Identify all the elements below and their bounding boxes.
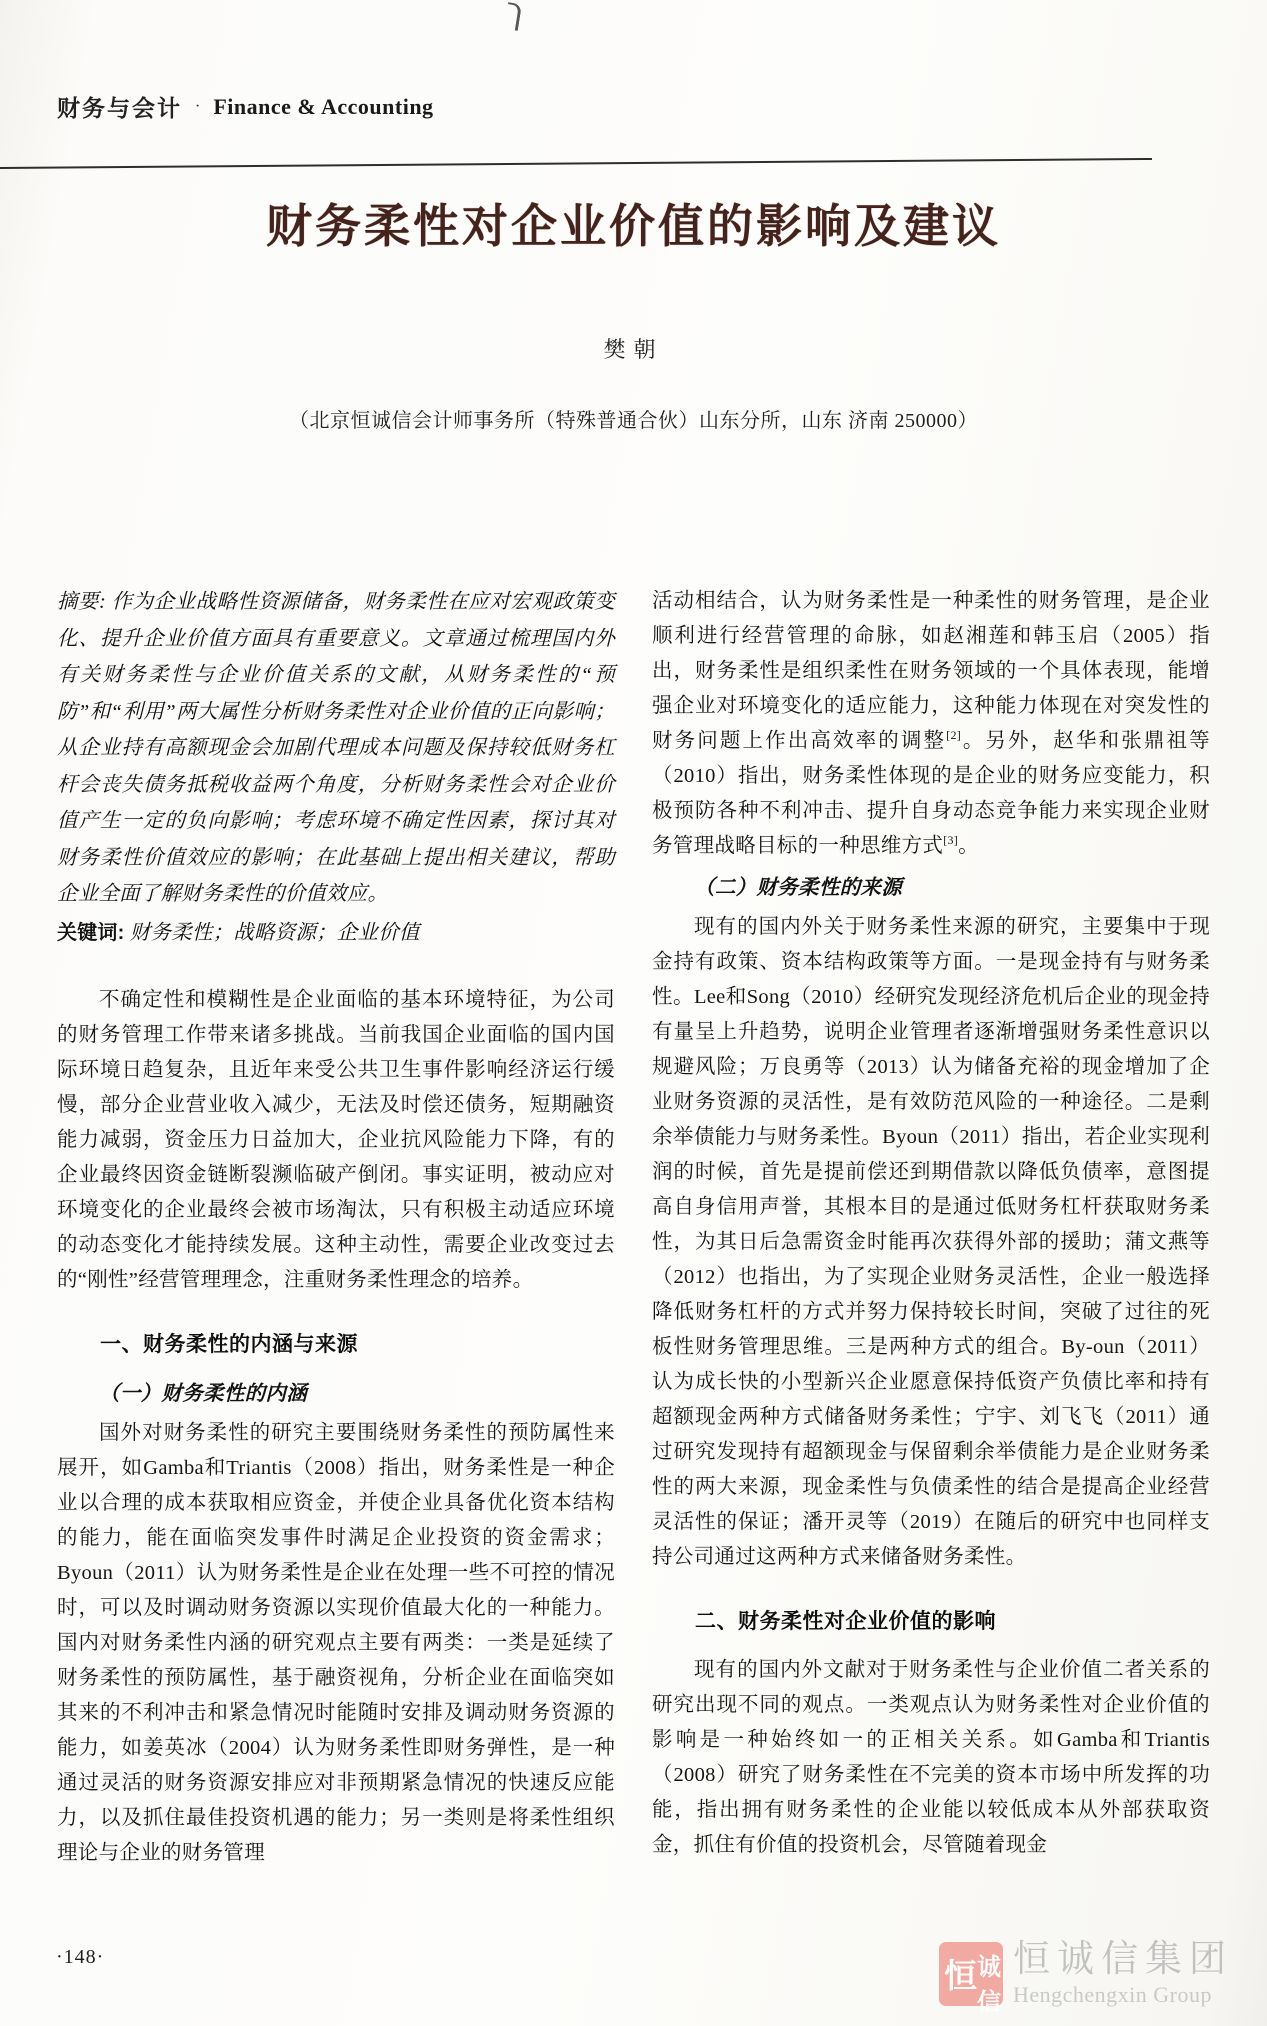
seal-char-xin: 信 <box>977 1988 1001 2016</box>
abstract-text: 作为企业战略性资源储备，财务柔性在应对宏观政策变化、提升企业价值方面具有重要意义。文章通过梳理国内外有关财务柔性与企业价值关系的文献，从财务柔性的“预防”和“利用”两大属性分析财务柔性对企业价值的正向影响；从企业持有高额现金会加剧代理成本问题及保持较低财务杠杆会丧失债务抵税收益两个角度，分析财务柔性会对企业价值产生一定的负向影响；考虑环境不确定性因素，探讨其对财务柔性价值效应的影响；在此基础上提出相关建议，帮助企业全面了解财务柔性的价值效应。 <box>57 591 615 905</box>
article-body <box>57 584 1210 1932</box>
paragraph-text: 。 <box>958 835 979 857</box>
citation-ref-3: [3] <box>943 833 959 848</box>
article-affiliation: （北京恒诚信会计师事务所（特殊普通合伙）山东分所，山东 济南 250000） <box>289 410 978 432</box>
right-column <box>652 584 1210 1932</box>
body-paragraph: 现有的国内外关于财务柔性来源的研究，主要集中于现金持有政策、资本结构政策等方面。一是现金持有与财务柔性。Lee和Song（2010）经研究发现经济危机后企业的现金持有量呈上升趋势，说明企业管理者逐渐增强财务柔性意识以规避风险；万良勇等（2013）认为储备充裕的现金增加了企业财务资源的灵活性，是有效防范风险的一种途径。二是剩余举债能力与财务柔性。Byoun（2011）指出，若企业实现利润的时候，首先是提前偿还到期借款以降低负债率，意图提高自身信用声誉，其根本目的是通过低财务杠杆获取财务柔性，为其日后急需资金时能再次获得外部的援助；蒲文燕等（2012）也指出，为了实现企业财务灵活性，企业一般选择降低财务杠杆的方式并努力保持较长时间，突破了过往的死板性财务管理思维。三是两种方式的组合。By-oun（2011）认为成长快的小型新兴企业愿意保持低资产负债比率和持有超额现金两种方式储备财务柔性；宁宇、刘飞飞（2011）通过研究发现持有超额现金与保留剩余举债能力是企业财务柔性的两大来源，现金柔性与负债柔性的结合是提高企业经营灵活性的保证；潘开灵等（2019）在随后的研究中也同样支持公司通过这两种方式来储备财务柔性。 <box>652 916 1210 1568</box>
article-title: 财务柔性对企业价值的影响及建议 <box>266 201 1001 252</box>
scan-artifact-mark <box>504 2 522 31</box>
article-author: 樊朝 <box>603 337 664 362</box>
journal-header <box>57 90 434 123</box>
paragraph-text: 活动相结合，认为财务柔性是一种柔性的财务管理，是企业顺利进行经营管理的命脉，如赵湘莲和韩玉启（2005）指出，财务柔性是组织柔性在财务领域的一个具体表现，能增强企业对环境变化的适应能力，这种能力体现在对突发性的财务问题上作出高效率的调整 <box>652 590 1210 752</box>
subsection-heading-1-2: （二）财务柔性的来源 <box>694 877 903 899</box>
separator-dot-icon: · <box>195 97 201 115</box>
continued-paragraph <box>652 584 1210 864</box>
body-paragraph: 现有的国内外文献对于财务柔性与企业价值二者关系的研究出现不同的观点。一类观点认为财务柔性对企业价值的影响是一种始终如一的正相关关系。如Gamba和Triantis（2008）研究了财务柔性在不完美的资本市场中所发挥的功能，指出拥有财务柔性的企业能以较低成本从外部获取资金，抓住有价值的投资机会，尽管随着现金 <box>652 1659 1210 1856</box>
keywords-text: 财务柔性；战略资源；企业价值 <box>129 921 420 944</box>
section-heading-2: 二、财务柔性对企业价值的影响 <box>695 1610 997 1633</box>
seal-char-heng: 恒 <box>944 1957 977 1995</box>
keywords-line <box>57 915 615 952</box>
logo-text-block <box>1013 1940 1233 2008</box>
section-heading-1: 一、财务柔性的内涵与来源 <box>100 1333 359 1356</box>
body-paragraph: 国外对财务柔性的研究主要围绕财务柔性的预防属性来展开，如Gamba和Triantis（2008）指出，财务柔性是一种企业以合理的成本获取相应资金，并使企业具备优化资本结构的能力，能在面临突发事件时满足企业投资的资金需求；Byoun（2011）认为财务柔性是企业在处理一些不可控的情况时，可以及时调动财务资源以实现价值最大化的一种能力。国内对财务柔性内涵的研究观点主要有两类：一类是延续了财务柔性的预防属性，基于融资视角，分析企业在面临突如其来的不利冲击和紧急情况时能随时安排及调动财务资源的能力，如姜英冰（2004）认为财务柔性即财务弹性，是一种通过灵活的财务资源安排应对非预期紧急情况的快速反应能力，以及抓住最佳投资机遇的能力；另一类则是将柔性组织理论与企业的财务管理 <box>57 1422 615 1864</box>
paragraph-text: 。另外，赵华和张鼎祖等（2010）指出，财务柔性体现的是企业的财务应变能力，积极预防各种不利冲击、提升自身动态竞争能力来实现企业财务管理战略目标的一种思维方式 <box>652 730 1210 857</box>
logo-text-en: Hengchengxin Group <box>1013 1981 1213 2007</box>
hengchengxin-seal-icon <box>939 1942 1003 2016</box>
seal-right-column <box>977 1947 1001 2016</box>
journal-section-en: Finance & Accounting <box>213 93 434 119</box>
abstract-label: 摘要: <box>57 591 106 613</box>
left-column <box>57 584 615 1932</box>
page-number: ·148· <box>56 1946 105 1968</box>
subsection-heading-1-1: （一）财务柔性的内涵 <box>99 1383 308 1405</box>
abstract-paragraph <box>57 584 615 913</box>
logo-text-cn: 恒诚信集团 <box>1013 1939 1233 1980</box>
publisher-watermark <box>939 1939 1233 2016</box>
keywords-label: 关键词: <box>57 921 125 944</box>
intro-paragraph: 不确定性和模糊性是企业面临的基本环境特征，为公司的财务管理工作带来诸多挑战。当前我国企业面临的国内国际环境日趋复杂，且近年来受公共卫生事件影响经济运行缓慢，部分企业营业收入减少，无法及时偿还债务，短期融资能力减弱，资金压力日益加大，企业抗风险能力下降，有的企业最终因资金链断裂濒临破产倒闭。事实证明，被动应对环境变化的企业最终会被市场淘汰，只有积极主动适应环境的动态变化才能持续发展。这种主动性，需要企业改变过去的“刚性”经营管理理念，注重财务柔性理念的培养。 <box>57 989 615 1291</box>
citation-ref-2: [2] <box>946 728 962 743</box>
header-divider <box>0 158 1152 169</box>
seal-char-cheng: 诚 <box>977 1953 1001 1981</box>
journal-section-cn: 财务与会计 <box>57 95 182 121</box>
